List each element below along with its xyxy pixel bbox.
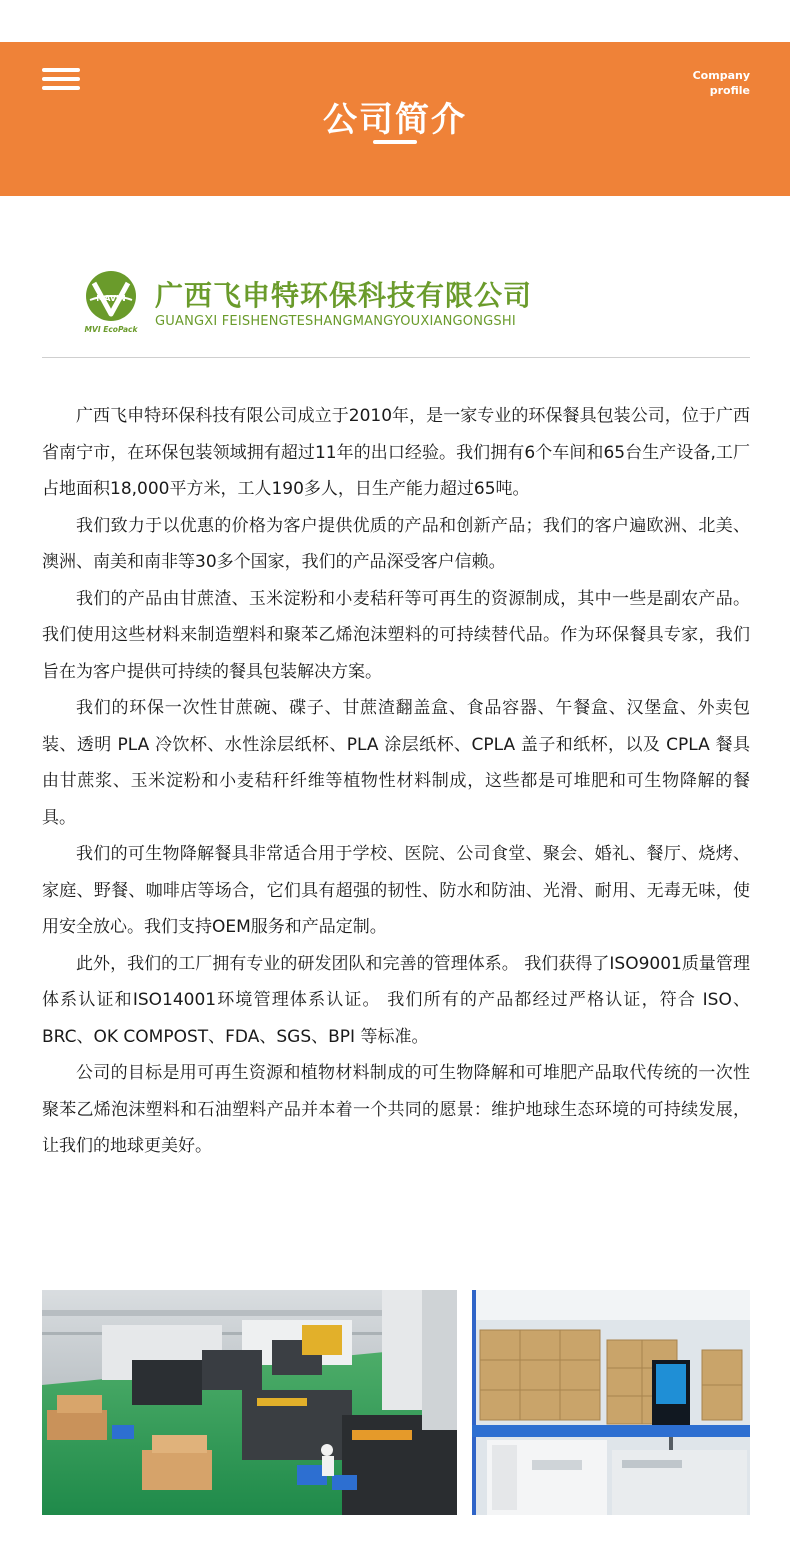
intro-paragraph: 我们致力于以优惠的价格为客户提供优质的产品和创新产品；我们的客户遍欧洲、北美、澳洲、南美和南非等30多个国家，我们的产品深受客户信赖。 [42, 515, 750, 572]
company-logo-block [80, 270, 580, 336]
page-title: 公司简介 [323, 100, 467, 140]
company-intro-text [42, 398, 750, 1165]
hamburger-menu-icon[interactable] [42, 68, 80, 92]
company-name-en: GUANGXI FEISHENGTESHANGMANGYOUXIANGONGSHI [155, 314, 516, 329]
intro-paragraph: 我们的可生物降解餐具非常适合用于学校、医院、公司食堂、聚会、婚礼、餐厅、烧烤、家庭、野餐、咖啡店等场合，它们具有超强的韧性、防水和防油、光滑、耐用、无毒无味，使用安全放心。我们支持OEM服务和产品定制。 [42, 844, 750, 937]
logo-top-text: MAVIN [96, 294, 126, 303]
warehouse-photo [472, 1290, 750, 1515]
english-label-line1: Company [692, 69, 750, 82]
section-divider [42, 357, 750, 358]
logo-bottom-text: MVI EcoPack [84, 325, 138, 334]
intro-paragraph: 广西飞申特环保科技有限公司成立于2010年，是一家专业的环保餐具包装公司，位于广西省南宁市，在环保包装领域拥有超过11年的出口经验。我们拥有6个车间和65台生产设备,工厂占地面积18,000平方米，工人190多人，日生产能力超过65吨。 [42, 406, 750, 499]
intro-paragraph: 我们的产品由甘蔗渣、玉米淀粉和小麦秸秆等可再生的资源制成，其中一些是副农产品。 我们使用这些材料来制造塑料和聚苯乙烯泡沫塑料的可持续替代品。作为环保餐具专家，我们旨在为客户提供可持续的餐具包装解决方案。 [42, 588, 750, 682]
company-name-cn: 广西飞申特环保科技有限公司 [155, 279, 533, 312]
intro-paragraph: 此外，我们的工厂拥有专业的研发团队和完善的管理体系。 我们获得了ISO9001质量管理体系认证和ISO14001环境管理体系认证。 我们所有的产品都经过严格认证，符合 ISO、BRC、OK COMPOST、FDA、SGS、BPI 等标准。 [42, 953, 750, 1047]
page-header [0, 42, 790, 196]
top-spacer [0, 0, 790, 42]
title-underline [373, 140, 417, 144]
english-label-line2: profile [709, 84, 750, 97]
factory-floor-photo [42, 1290, 457, 1515]
company-logo-icon [80, 270, 142, 336]
intro-paragraph: 我们的环保一次性甘蔗碗、碟子、甘蔗渣翻盖盒、食品容器、午餐盒、汉堡盒、外卖包装、透明 PLA 冷饮杯、水性涂层纸杯、PLA 涂层纸杯、CPLA 盖子和纸杯，以及 CPLA 餐具由甘蔗浆、玉米淀粉和小麦秸秆纤维等植物性材料制成，这些都是可堆肥和可生物降解的餐具。 [42, 698, 750, 828]
intro-paragraph: 公司的目标是用可再生资源和植物材料制成的可生物降解和可堆肥产品取代传统的一次性聚苯乙烯泡沫塑料和石油塑料产品并本着一个共同的愿景：维护地球生态环境的可持续发展，让我们的地球更美好。 [42, 1063, 750, 1156]
